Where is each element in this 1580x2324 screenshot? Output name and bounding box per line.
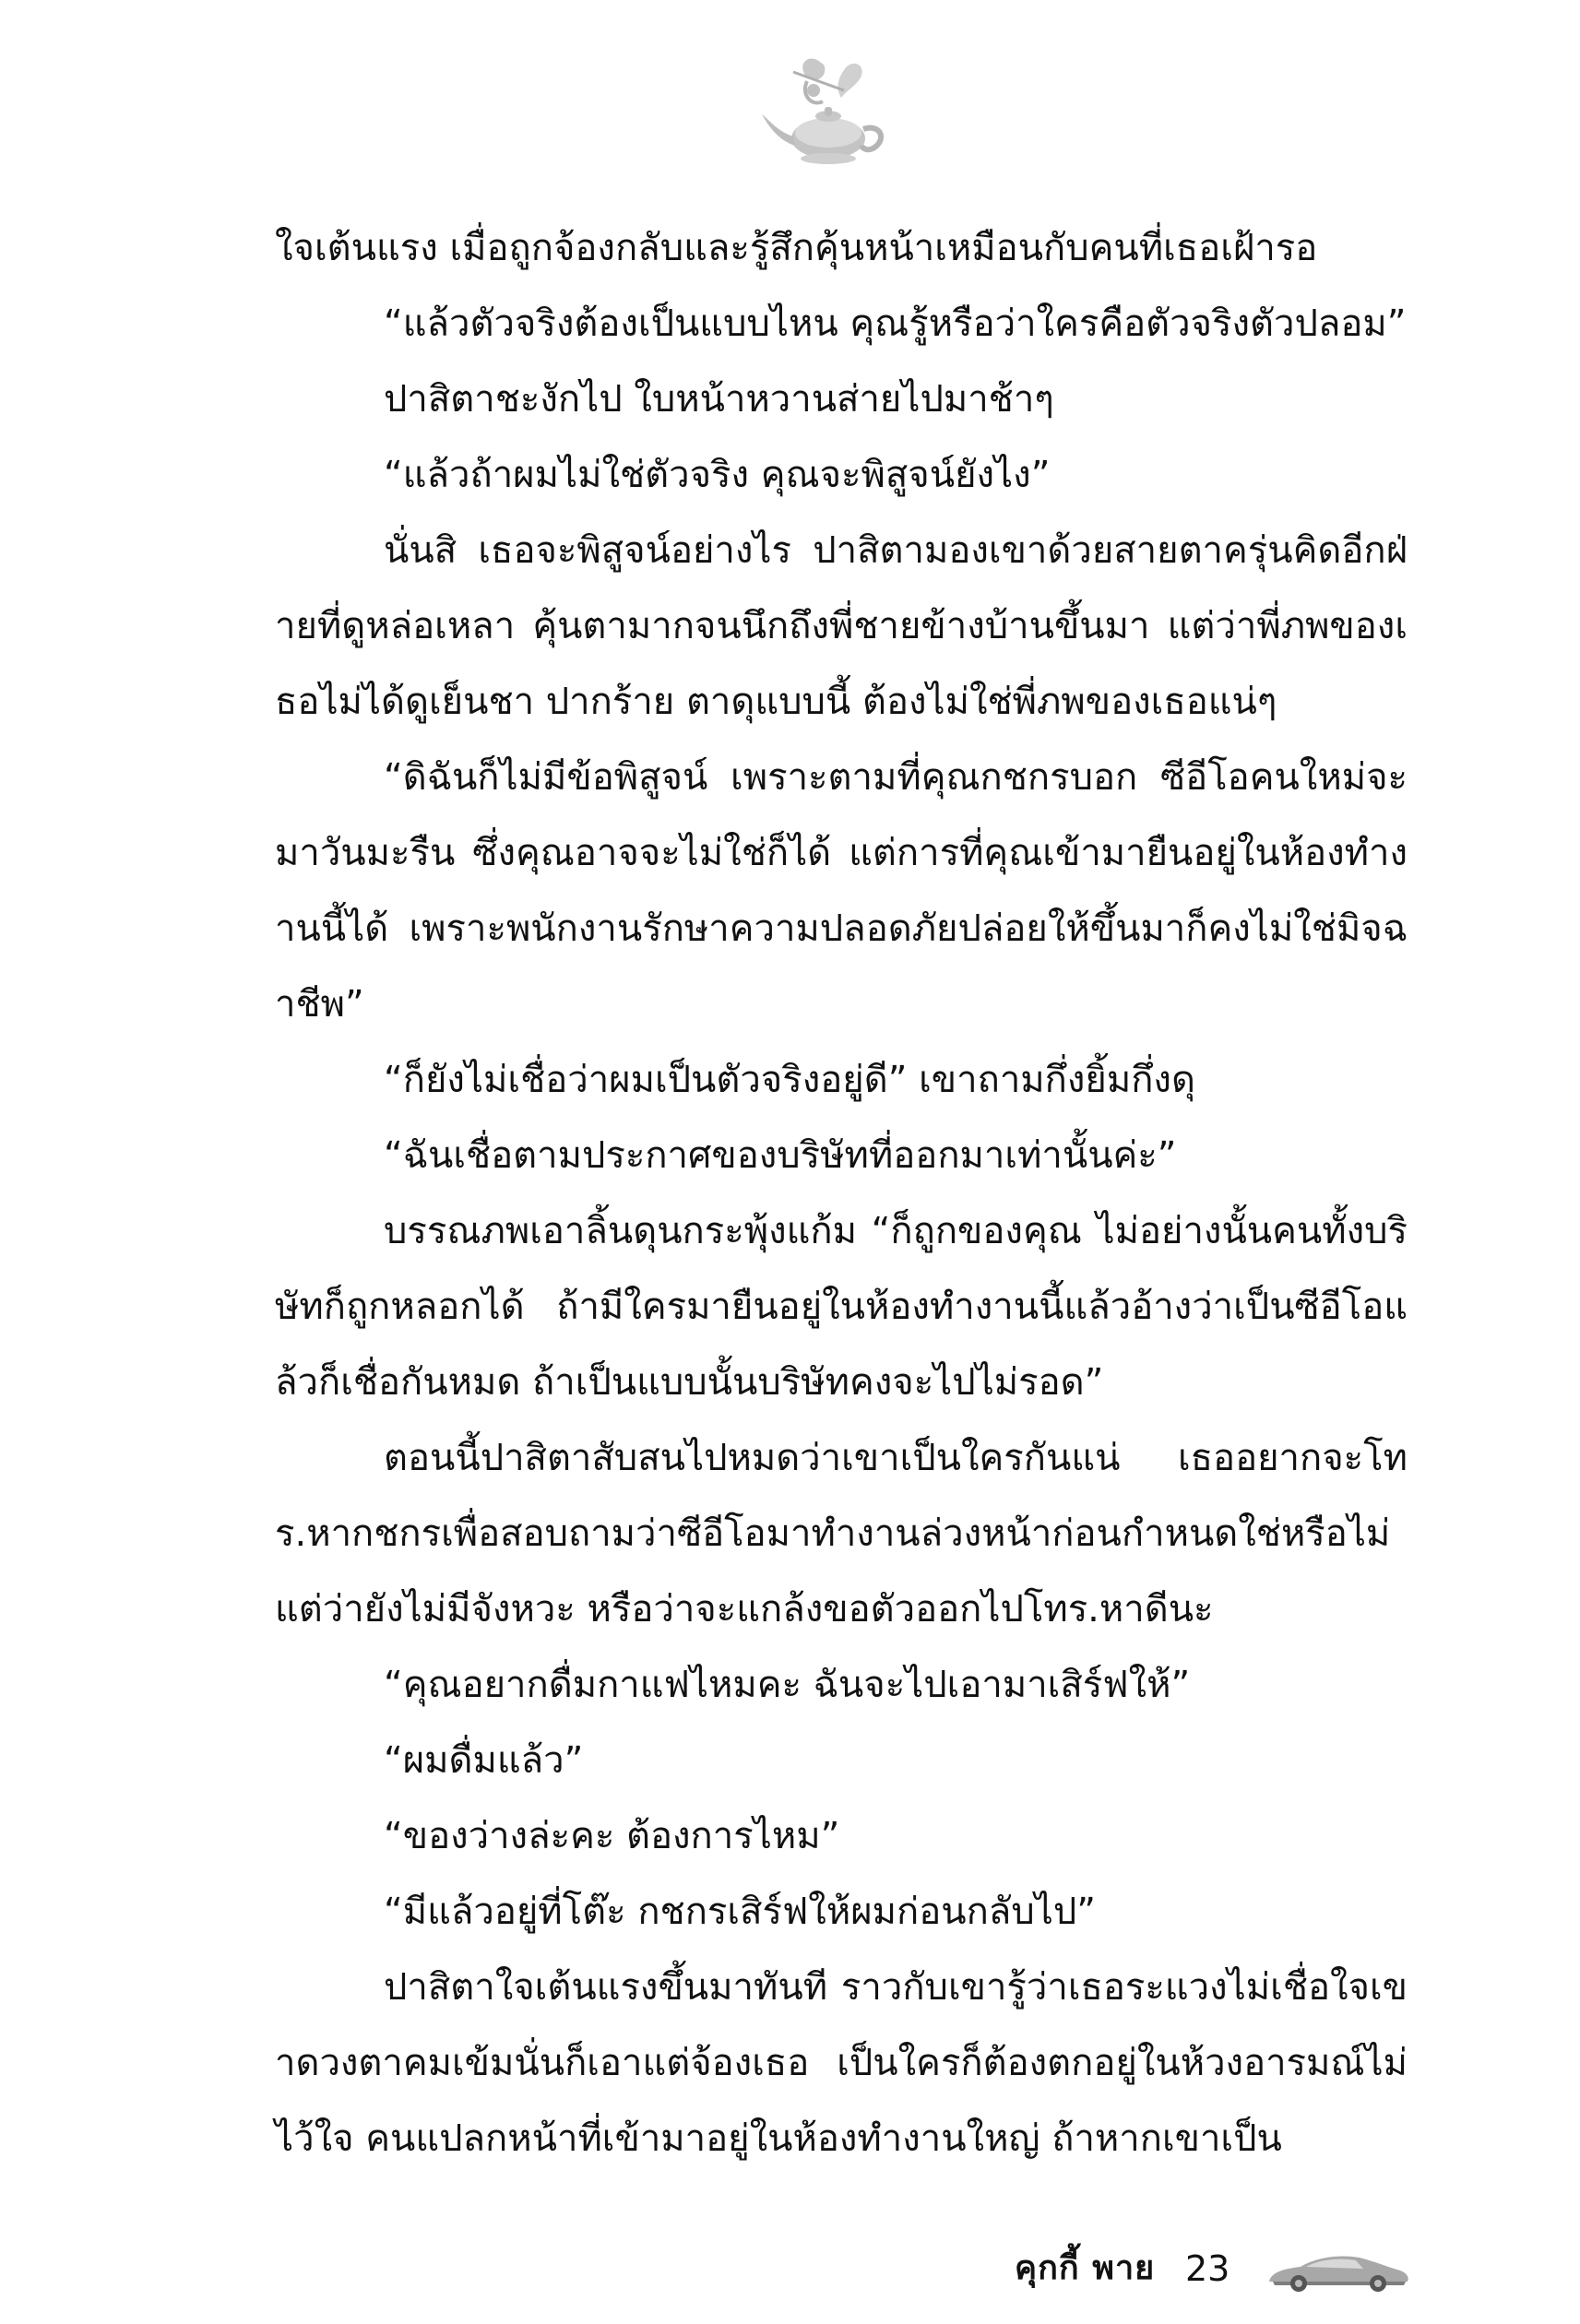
paragraph-15: ปาสิตาใจเต้นแรงขึ้นมาทันที ราวกับเขารู้ว่าเธอระแวงไม่เชื่อใจเขาดวงตาคมเข้มนั่นก็เอาแต่จ้องเธอ เป็นใครก็ต้องตกอยู่ในห้วงอารมณ์ไม่ไว้ใจ คนแปลกหน้าที่เข้ามาอยู่ในห้องทำงานใหญ่ ถ้าหากเขาเป็น (275, 1966, 1408, 2160)
page-number: 23 (1185, 2248, 1230, 2289)
paragraph-12: “ผมดื่มแล้ว” (384, 1739, 584, 1782)
teapot-cupid-ornament-icon (756, 53, 895, 172)
paragraph-14: “มีแล้วอยู่ที่โต๊ะ กชกรเสิร์ฟให้ผมก่อนกลับไป” (384, 1891, 1096, 1933)
sports-car-icon (1264, 2250, 1411, 2293)
paragraph-2: “แล้วตัวจริงต้องเป็นแบบไหน คุณรู้หรือว่าใครคือตัวจริงตัวปลอม” (384, 302, 1407, 345)
paragraph-10: ตอนนี้ปาสิตาสับสนไปหมดว่าเขาเป็นใครกันแน่ เธออยากจะโทร.หากชกรเพื่อสอบถามว่าซีอีโอมาทำงานล่วงหน้าก่อนกำหนดใช่หรือไม่แต่ว่ายังไม่มีจังหวะ หรือว่าจะแกล้งขอตัวออกไปโทร.หาดีนะ (275, 1437, 1408, 1630)
paragraph-3: ปาสิตาชะงักไป ใบหน้าหวานส่ายไปมาช้าๆ (384, 378, 1054, 421)
body-text (275, 210, 1408, 2176)
paragraph-11: “คุณอยากดื่มกาแฟไหมคะ ฉันจะไปเอามาเสิร์ฟให้” (384, 1664, 1191, 1706)
paragraph-7: “ก็ยังไม่เชื่อว่าผมเป็นตัวจริงอยู่ดี” เขาถามกึ่งยิ้มกึ่งดุ (384, 1059, 1195, 1101)
paragraph-13: “ของว่างล่ะคะ ต้องการไหม” (384, 1815, 840, 1857)
page-footer (996, 2241, 1457, 2324)
paragraph-5: นั่นสิ เธอจะพิสูจน์อย่างไร ปาสิตามองเขาด้วยสายตาครุ่นคิดอีกฝ่ายที่ดูหล่อเหลา คุ้นตามากจนนึกถึงพี่ชายข้างบ้านขึ้นมา แต่ว่าพี่ภพของเธอไม่ได้ดูเย็นชา ปากร้าย ตาดุแบบนี้ ต้องไม่ใช่พี่ภพของเธอแน่ๆ (275, 529, 1408, 723)
book-title: คุกกี้ พาย (1015, 2249, 1156, 2287)
paragraph-4: “แล้วถ้าผมไม่ใช่ตัวจริง คุณจะพิสูจน์ยังไง” (384, 454, 1051, 496)
paragraph-1: ใจเต้นแรง เมื่อถูกจ้องกลับและรู้สึกคุ้นหน้าเหมือนกับคนที่เธอเฝ้ารอ (275, 227, 1318, 269)
paragraph-6: “ดิฉันก็ไม่มีข้อพิสูจน์ เพราะตามที่คุณกชกรบอก ซีอีโอคนใหม่จะมาวันมะรืน ซึ่งคุณอาจจะไม่ใช่ก็ได้ แต่การที่คุณเข้ามายืนอยู่ในห้องทำงานนี้ได้ เพราะพนักงานรักษาความปลอดภัยปล่อยให้ขึ้นมาก็คงไม่ใช่มิจฉาชีพ” (275, 756, 1408, 1026)
paragraph-8: “ฉันเชื่อตามประกาศของบริษัทที่ออกมาเท่านั้นค่ะ” (384, 1134, 1177, 1177)
paragraph-9: บรรณภพเอาลิ้นดุนกระพุ้งแก้ม “ก็ถูกของคุณ ไม่อย่างนั้นคนทั้งบริษัทก็ถูกหลอกได้ ถ้ามีใครมายืนอยู่ในห้องทำงานนี้แล้วอ้างว่าเป็นซีอีโอแล้วก็เชื่อกันหมด ถ้าเป็นแบบนั้นบริษัทคงจะไปไม่รอด” (275, 1210, 1408, 1404)
